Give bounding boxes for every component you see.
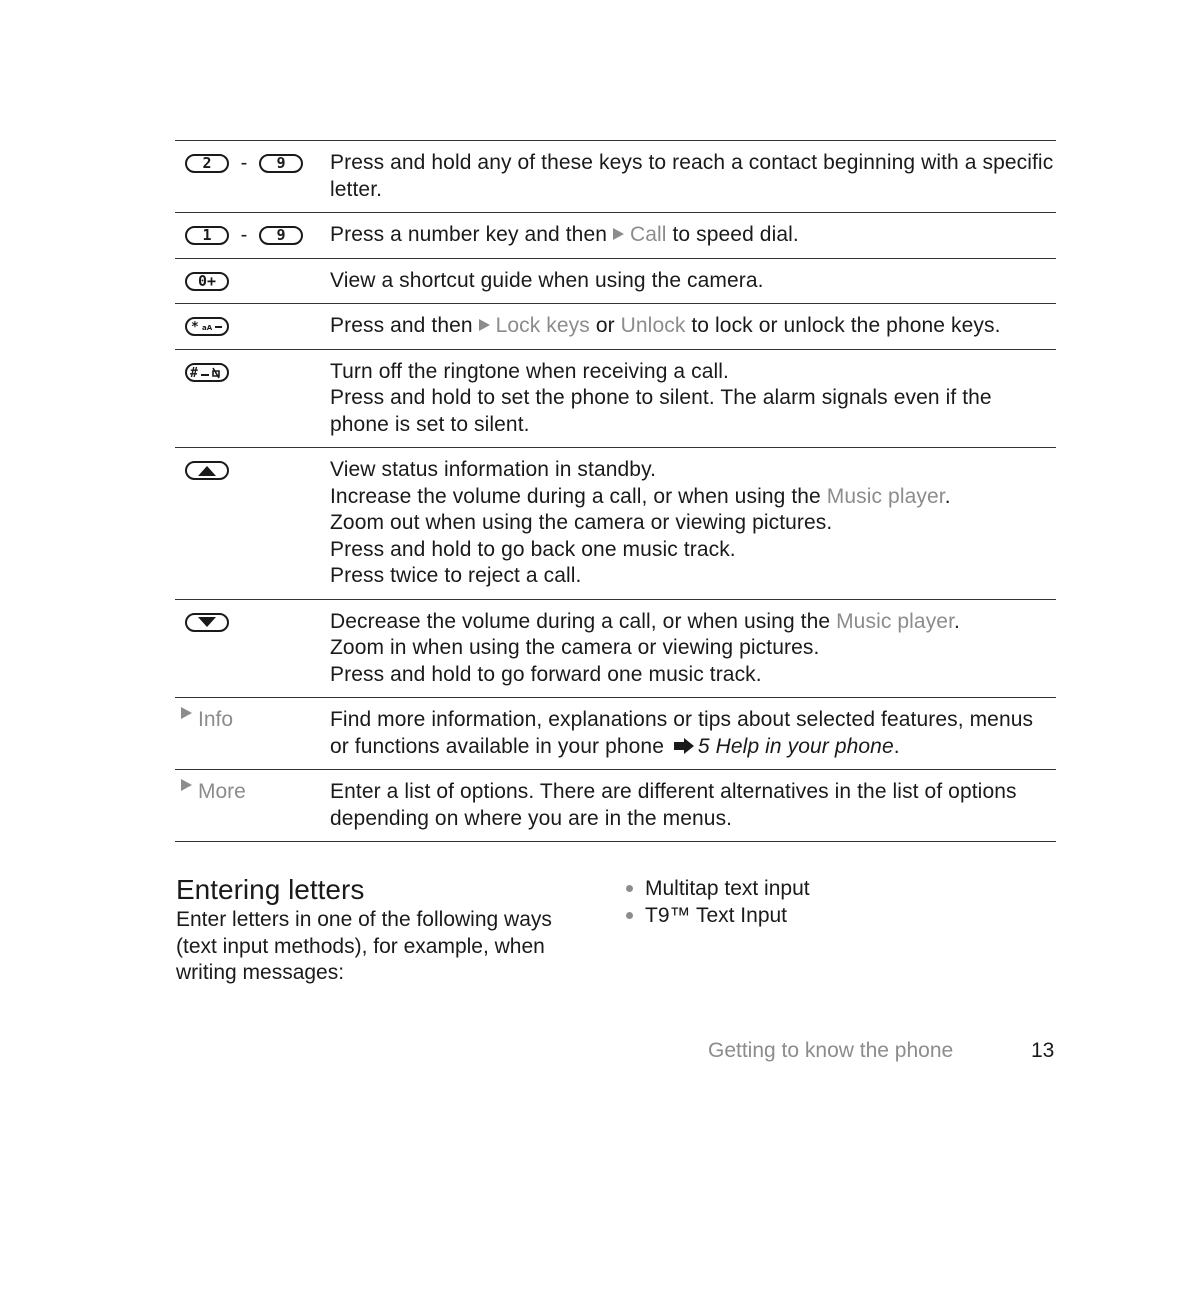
menu-term-lock-keys: Lock keys	[495, 314, 590, 337]
description-text: Zoom out when using the camera or viewing pictures.	[330, 511, 833, 534]
description-cell	[330, 313, 1056, 340]
key-function-table	[175, 140, 1056, 842]
arrow-right-icon	[673, 737, 695, 755]
key-cell	[175, 609, 330, 689]
description-text: Press and then	[330, 314, 473, 337]
description-text: Press and hold to set the phone to silent. The alarm signals even if the phone is set to silent.	[330, 386, 992, 436]
triangle-right-icon	[181, 779, 192, 791]
key-1-icon: 1	[185, 226, 229, 245]
description-cell	[330, 457, 1056, 590]
input-methods-list	[623, 875, 810, 929]
footer-page-number: 13	[1031, 1039, 1055, 1062]
triangle-right-icon	[479, 319, 490, 331]
menu-term-music-player: Music player	[826, 484, 945, 508]
nav-up-icon	[185, 461, 229, 480]
bullet-icon	[626, 912, 633, 919]
svg-text:aA: aA	[202, 324, 213, 332]
triangle-right-icon	[181, 707, 192, 719]
menu-term-call: Call	[629, 223, 667, 246]
table-row	[175, 600, 1056, 699]
key-9-icon: 9	[259, 226, 303, 245]
list-item	[623, 875, 810, 902]
description-text: View status information in standby.	[330, 458, 657, 481]
key-cell	[175, 457, 330, 590]
table-row	[175, 304, 1056, 350]
table-row	[175, 770, 1056, 842]
key-cell	[175, 359, 330, 439]
section-body: Enter letters in one of the following ways (text input methods), for example, when writing messages:	[176, 908, 552, 984]
description-cell: Find more information, explanations or tips about selected features, menus or functions available in your phone 5 Help in your phone.	[330, 708, 1034, 758]
description-cell	[330, 609, 1056, 689]
svg-text:#: #	[190, 365, 198, 379]
list-item-text: Multitap text input	[645, 877, 810, 900]
entering-letters-section	[176, 873, 576, 987]
footer-chapter-title: Getting to know the phone	[708, 1039, 954, 1062]
table-row	[175, 448, 1056, 600]
table-row	[175, 141, 1056, 213]
description-text: Press twice to reject a call.	[330, 564, 582, 587]
description-line: Increase the volume during a call, or when using the Music player.	[330, 484, 951, 508]
key-cell	[175, 707, 330, 760]
menu-term-more: More	[198, 780, 246, 803]
description-cell	[330, 222, 1056, 249]
description-text: Press a number key and then	[330, 223, 608, 246]
description-cell	[330, 150, 1056, 203]
table-row	[175, 698, 1056, 770]
description-text: to lock or unlock the phone keys.	[691, 314, 1001, 337]
description-text: Press and hold to go forward one music track.	[330, 662, 762, 686]
key-0-plus-icon: 0+	[185, 272, 229, 291]
key-range-dash: -	[240, 224, 248, 246]
description-text: Turn off the ringtone when receiving a call.	[330, 359, 729, 383]
key-cell	[175, 222, 330, 249]
key-cell	[175, 268, 330, 295]
description-text: Increase the volume during a call, or when using the	[330, 484, 821, 508]
description-text: View a shortcut guide when using the camera.	[330, 268, 764, 292]
triangle-right-icon	[613, 228, 624, 240]
description-text: Enter a list of options. There are different alternatives in the list of options depending on where you are in the menus.	[330, 780, 1017, 830]
bullet-icon	[626, 885, 633, 892]
svg-text:*: *	[191, 320, 199, 333]
description-text: to speed dial.	[672, 223, 799, 246]
description-text: or	[595, 314, 615, 337]
description-text: Zoom in when using the camera or viewing pictures.	[330, 636, 820, 659]
menu-term-unlock: Unlock	[620, 314, 686, 337]
section-heading: Entering letters	[176, 874, 365, 905]
list-item-text: T9™ Text Input	[645, 904, 788, 927]
key-hash-silent-icon	[185, 363, 229, 382]
menu-term-info: Info	[198, 708, 234, 731]
description-text: Find more information, explanations or tips about selected features, menus or functions available in your phone	[330, 708, 1034, 758]
description-cell	[330, 779, 1056, 832]
list-item	[623, 902, 810, 929]
description-line: Decrease the volume during a call, or when using the Music player.	[330, 609, 960, 633]
table-row	[175, 350, 1056, 449]
menu-term-music-player: Music player	[836, 609, 955, 633]
key-star-icon	[185, 317, 229, 336]
description-text: Decrease the volume during a call, or when using the	[330, 609, 831, 633]
description-text: Press and hold to go back one music track.	[330, 537, 736, 561]
description-cell	[330, 359, 1056, 439]
cross-reference: 5 Help in your phone	[697, 734, 894, 758]
key-cell	[175, 779, 330, 832]
key-2-icon: 2	[185, 154, 229, 173]
description-text: Press and hold any of these keys to reach a contact beginning with a specific letter.	[330, 151, 1054, 201]
key-9-icon: 9	[259, 154, 303, 173]
key-range-dash: -	[240, 152, 248, 174]
table-row	[175, 259, 1056, 305]
key-cell	[175, 313, 330, 340]
key-cell	[175, 150, 330, 203]
nav-down-icon	[185, 613, 229, 632]
description-cell	[330, 268, 1056, 295]
table-row	[175, 213, 1056, 259]
